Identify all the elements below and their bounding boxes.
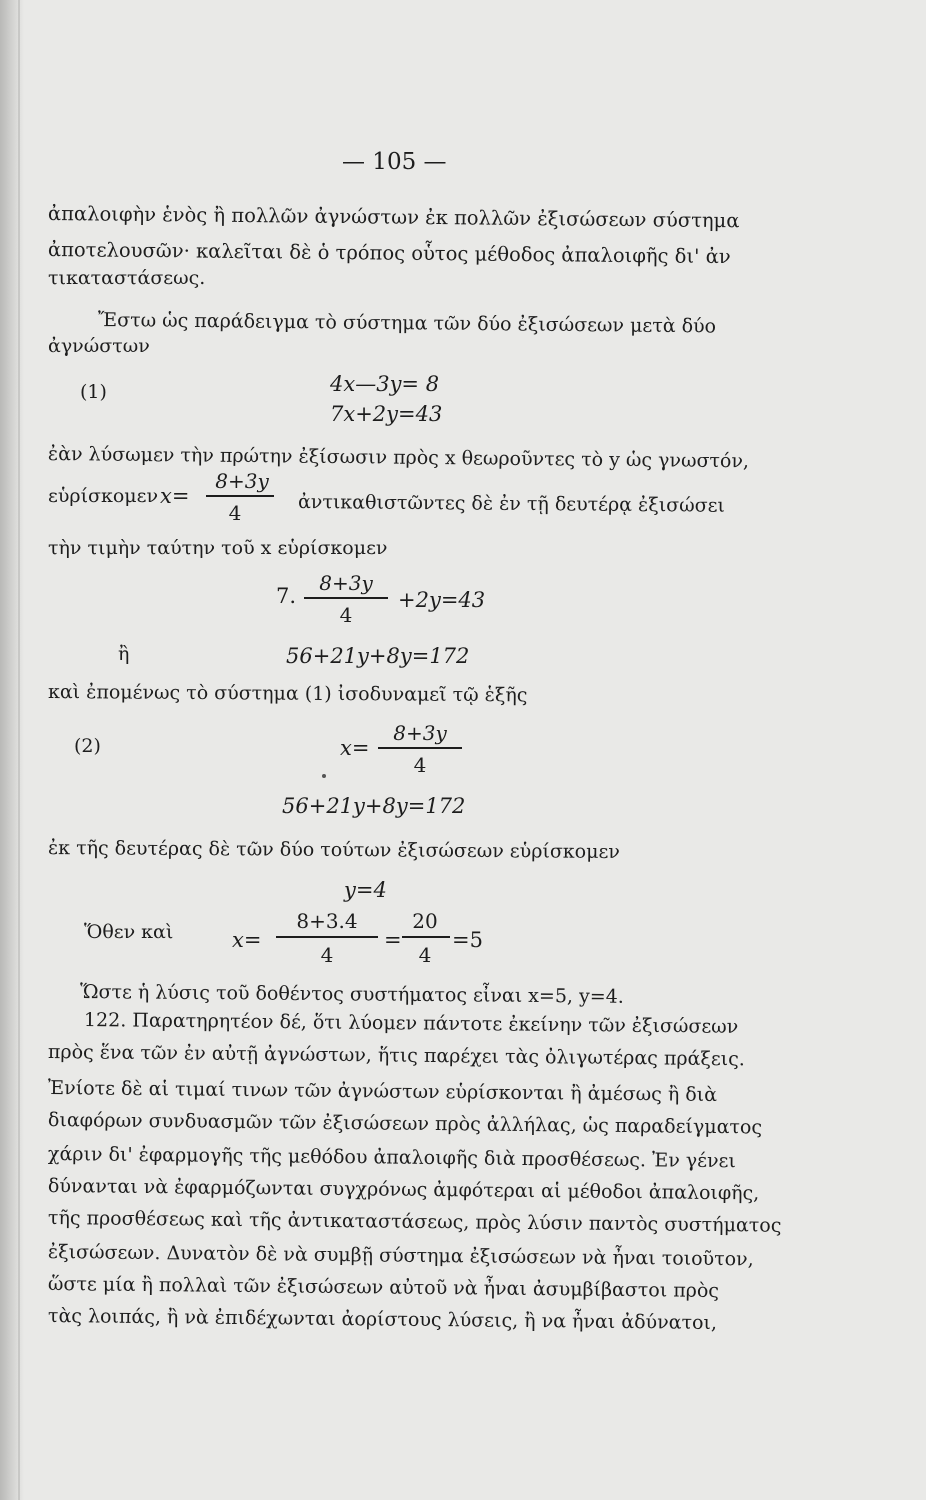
fraction-bar — [304, 597, 388, 599]
fraction-denominator: 4 — [413, 753, 427, 777]
equation-label: (2) — [74, 735, 101, 757]
fraction-denominator: 4 — [418, 943, 432, 967]
equation: y=4 — [344, 878, 387, 902]
fraction-numerator: 8+3y — [319, 571, 373, 595]
text-line: Ὅθεν καὶ — [84, 921, 174, 943]
text-line: καὶ ἐπομένως τὸ σύστημα (1) ἰσοδυναμεῖ τῷ ἑξῆς — [47, 681, 528, 707]
equation: 7x+2y=43 — [330, 402, 443, 426]
fraction-numerator: 8+3y — [393, 721, 447, 745]
text-line: Ἔστω ὡς παράδειγμα τὸ σύστημα τῶν δύο ἐξισώσεων μετὰ δύο — [97, 309, 717, 338]
fraction-numerator: 8+3y — [215, 469, 269, 493]
page-binding-line — [18, 0, 20, 1500]
text-line: τικαταστάσεως. — [48, 267, 206, 289]
equation: x= — [340, 736, 370, 760]
equation-label: (1) — [80, 381, 107, 403]
fraction-denominator: 4 — [320, 943, 334, 967]
paragraph-line: διαφόρων συνδυασμῶν τῶν ἐξισώσεων πρὸς ἀλλήλας, ὡς παραδείγματος — [47, 1109, 763, 1139]
equation: = — [384, 928, 402, 952]
fraction-numerator: 20 — [412, 909, 438, 933]
paragraph-line: τὰς λοιπάς, ἢ νὰ ἐπιδέχωνται ἀορίστους λύσεις, ἢ να ἦναι ἀδύνατοι, — [47, 1305, 718, 1335]
text-line: Ὥστε ἡ λύσις τοῦ δοθέντος συστήματος εἶναι x=5, y=4. — [79, 981, 624, 1008]
text-line: ἢ — [118, 643, 130, 665]
paragraph-line: ὥστε μία ἢ πολλαὶ τῶν ἐξισώσεων αὐτοῦ νὰ ἦναι ἀσυμβίβαστοι πρὸς — [47, 1273, 720, 1303]
text-line: τὴν τιμὴν ταύτην τοῦ x εὑρίσκομεν — [48, 537, 388, 559]
equation: 56+21y+8y=172 — [282, 794, 466, 818]
text-line: ἀγνώστων — [48, 335, 150, 357]
equation: 4x—3y= 8 — [330, 372, 440, 396]
page-binding-edge — [0, 0, 24, 1500]
text-line: ἐὰν λύσωμεν τὴν πρώτην ἐξίσωσιν πρὸς x θεωροῦντες τὸ y ὡς γνωστόν, — [47, 443, 750, 473]
paragraph-line: πρὸς ἕνα τῶν ἐν αὐτῇ ἀγνώστων, ἥτις παρέχει τὰς ὀλιγωτέρας πράξεις. — [47, 1041, 745, 1071]
fraction-bar — [206, 495, 274, 497]
text-line: ἀποτελουσῶν· καλεῖται δὲ ὁ τρόπος οὗτος μέθοδος ἀπαλοιφῆς δι' ἀν — [47, 238, 731, 269]
paragraph-line: δύνανται νὰ ἐφαρμόζωνται συγχρόνως ἀμφότεραι αἱ μέθοδοι ἀπαλοιφῆς, — [47, 1175, 760, 1205]
fraction-bar — [276, 936, 378, 938]
equation: =5 — [452, 928, 483, 952]
text-line: ἀντικαθιστῶντες δὲ ἐν τῇ δευτέρᾳ ἐξισώσει — [297, 491, 726, 517]
equation: x= — [232, 928, 262, 952]
paragraph-line: τῆς προσθέσεως καὶ τῆς ἀντικαταστάσεως, πρὸς λύσιν παντὸς συστήματος — [47, 1207, 782, 1237]
equation: x= — [160, 484, 190, 508]
paragraph-line: Ἐνίοτε δὲ αἱ τιμαί τινων τῶν ἀγνώστων εὑρίσκονται ἢ ἀμέσως ἢ διὰ — [47, 1077, 718, 1107]
equation-prefix: 7. — [276, 584, 297, 608]
text-line: ἐκ τῆς δευτέρας δὲ τῶν δύο τούτων ἐξισώσεων εὑρίσκομεν — [47, 837, 620, 863]
paragraph-line: χάριν δι' ἐφαρμογῆς τῆς μεθόδου ἀπαλοιφῆς διὰ προσθέσεως. Ἐν γένει — [47, 1143, 737, 1173]
fraction-bar — [378, 747, 462, 749]
equation: 56+21y+8y=172 — [286, 644, 470, 668]
text-line: ἀπαλοιφὴν ἑνὸς ἢ πολλῶν ἀγνώστων ἐκ πολλῶν ἐξισώσεων σύστημα — [47, 202, 740, 233]
paragraph-line: ἐξισώσεων. Δυνατὸν δὲ νὰ συμβῇ σύστημα ἐξισώσεων νὰ ἦναι τοιοῦτον, — [47, 1241, 754, 1271]
paragraph-line: 122. Παρατηρητέον δέ, ὅτι λύομεν πάντοτε ἐκείνην τῶν ἐξισώσεων — [83, 1009, 739, 1038]
fraction-denominator: 4 — [339, 603, 353, 627]
ink-speck — [322, 774, 326, 778]
fraction-bar — [402, 936, 450, 938]
equation: +2y=43 — [398, 588, 486, 612]
text-line: εὑρίσκομεν — [48, 485, 159, 507]
page-number: — 105 — — [342, 149, 447, 175]
fraction-denominator: 4 — [228, 501, 242, 525]
fraction-numerator: 8+3.4 — [296, 909, 358, 933]
